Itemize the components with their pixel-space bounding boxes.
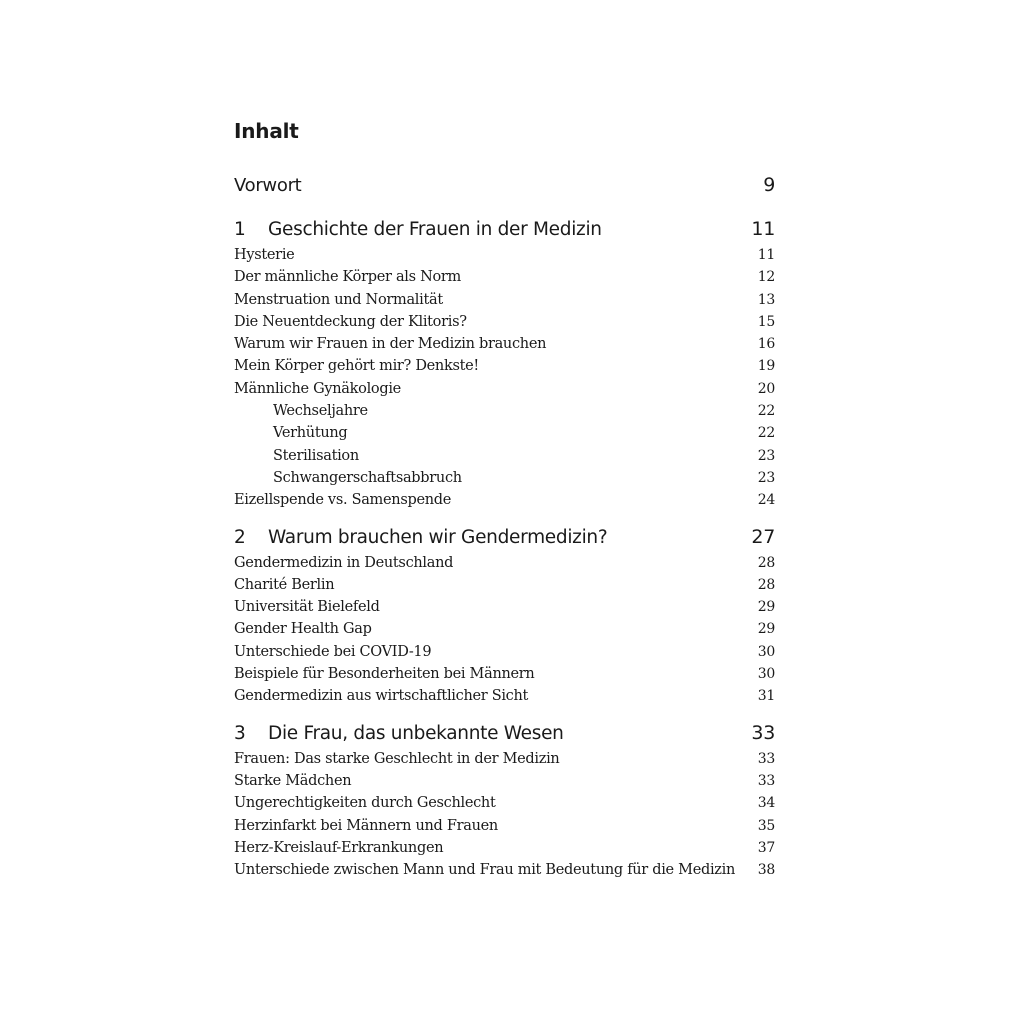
- chapter-number: 2: [234, 526, 246, 548]
- chapter-entries: [234, 748, 775, 882]
- entry-label: Herzinfarkt bei Männern und Frauen: [234, 817, 498, 834]
- entry-page: 11: [757, 247, 775, 263]
- chapter-title-wrap: [234, 719, 564, 749]
- chapter-2-section: [234, 522, 775, 708]
- toc-entry: [234, 815, 775, 837]
- entry-page: 33: [757, 750, 775, 767]
- chapter-page: 27: [751, 525, 775, 548]
- entry-label: Wechseljahre: [273, 403, 368, 420]
- toc-foreword: [234, 170, 775, 200]
- entry-page: 34: [757, 795, 775, 812]
- table-of-contents: [234, 116, 775, 891]
- toc-entry: [234, 266, 775, 288]
- chapter-title: Die Frau, das unbekannte Wesen: [268, 722, 564, 744]
- entry-page: 35: [757, 817, 775, 834]
- chapter-heading: [234, 718, 775, 748]
- entry-label: Gender Health Gap: [234, 621, 372, 638]
- entry-page: 38: [757, 862, 775, 879]
- entry-page: 24: [757, 492, 775, 509]
- entry-label: Charité Berlin: [234, 576, 335, 593]
- entry-label: Frauen: Das starke Geschlecht in der Medizin: [234, 750, 560, 767]
- foreword-page: 9: [763, 174, 775, 196]
- entry-page: 20: [757, 380, 775, 397]
- entry-page: 12: [757, 269, 775, 286]
- toc-subentry: [234, 445, 775, 467]
- toc-entry: [234, 289, 775, 311]
- entry-label: Mein Körper gehört mir? Denkste!: [234, 358, 479, 375]
- entry-page: 29: [757, 599, 775, 616]
- entry-label: Eizellspende vs. Samenspende: [234, 492, 452, 509]
- chapter-heading: [234, 522, 775, 552]
- toc-title: Inhalt: [234, 119, 299, 143]
- toc-entry: [234, 378, 775, 400]
- toc-subentry: [234, 422, 775, 444]
- entry-page: 23: [757, 469, 775, 486]
- entry-page: 29: [757, 621, 775, 638]
- toc-entry: [234, 489, 775, 511]
- entry-label: Sterilisation: [273, 447, 359, 464]
- entry-page: 22: [757, 403, 775, 420]
- toc-subentry: [234, 400, 775, 422]
- chapter-entries: [234, 244, 775, 512]
- toc-entry: [234, 837, 775, 859]
- entry-label: Herz-Kreislauf-Erkrankungen: [234, 839, 444, 856]
- entry-page: 30: [757, 666, 775, 683]
- entry-label: Menstruation und Normalität: [234, 291, 443, 308]
- entry-page: 19: [757, 358, 775, 375]
- toc-entry: [234, 770, 775, 792]
- entry-page: 30: [757, 643, 775, 660]
- entry-label: Universität Bielefeld: [234, 599, 380, 616]
- entry-page: 16: [757, 336, 775, 353]
- toc-entry: [234, 641, 775, 663]
- chapter-3-section: [234, 718, 775, 882]
- entry-label: Unterschiede zwischen Mann und Frau mit Bedeutung für die Medizin: [234, 862, 736, 879]
- entry-page: 13: [757, 291, 775, 308]
- chapter-title: Geschichte der Frauen in der Medizin: [268, 219, 602, 240]
- entry-label: Der männliche Körper als Norm: [234, 269, 461, 286]
- foreword-label: Vorwort: [234, 175, 302, 196]
- toc-entry: [234, 748, 775, 770]
- entry-label: Gendermedizin aus wirtschaftlicher Sicht: [234, 688, 529, 705]
- entry-page: 22: [757, 425, 775, 442]
- entry-page: 23: [757, 447, 775, 464]
- chapter-number: 1: [234, 219, 246, 240]
- chapter-title-wrap: [234, 215, 602, 245]
- toc-entry: [234, 792, 775, 814]
- entry-page: 33: [757, 772, 775, 789]
- entry-label: Warum wir Frauen in der Medizin brauchen: [234, 336, 547, 353]
- toc-entry: [234, 355, 775, 377]
- entry-page: 37: [757, 839, 775, 856]
- chapter-entries: [234, 552, 775, 708]
- toc-entry: [234, 596, 775, 618]
- entry-page: 31: [757, 688, 775, 705]
- entry-label: Unterschiede bei COVID-19: [234, 643, 432, 660]
- chapter-page: 33: [751, 721, 775, 744]
- entry-label: Beispiele für Besonderheiten bei Männern: [234, 666, 535, 683]
- entry-label: Verhütung: [273, 425, 348, 442]
- toc-entry: [234, 859, 775, 881]
- chapter-title: Warum brauchen wir Gendermedizin?: [268, 526, 608, 548]
- chapter-number: 3: [234, 722, 246, 744]
- entry-page: 15: [757, 313, 775, 330]
- entry-label: Die Neuentdeckung der Klitoris?: [234, 313, 467, 330]
- entry-label: Schwangerschaftsabbruch: [273, 469, 462, 486]
- entry-label: Hysterie: [234, 247, 295, 263]
- toc-entry: [234, 574, 775, 596]
- toc-entry: [234, 333, 775, 355]
- chapter-page: 11: [751, 218, 775, 240]
- entry-page: 28: [757, 554, 775, 571]
- entry-label: Ungerechtigkeiten durch Geschlecht: [234, 795, 496, 812]
- entry-label: Gendermedizin in Deutschland: [234, 554, 454, 571]
- entry-label: Männliche Gynäkologie: [234, 380, 401, 397]
- chapter-heading: [234, 214, 775, 244]
- toc-entry: [234, 685, 775, 707]
- toc-entry: [234, 244, 775, 266]
- toc-subentry: [234, 467, 775, 489]
- toc-entry: [234, 311, 775, 333]
- toc-entry: [234, 618, 775, 640]
- toc-entry: [234, 663, 775, 685]
- entry-label: Starke Mädchen: [234, 772, 352, 789]
- toc-entry: [234, 552, 775, 574]
- chapter-1-section: [234, 214, 775, 512]
- entry-page: 28: [757, 576, 775, 593]
- chapter-title-wrap: [234, 523, 607, 553]
